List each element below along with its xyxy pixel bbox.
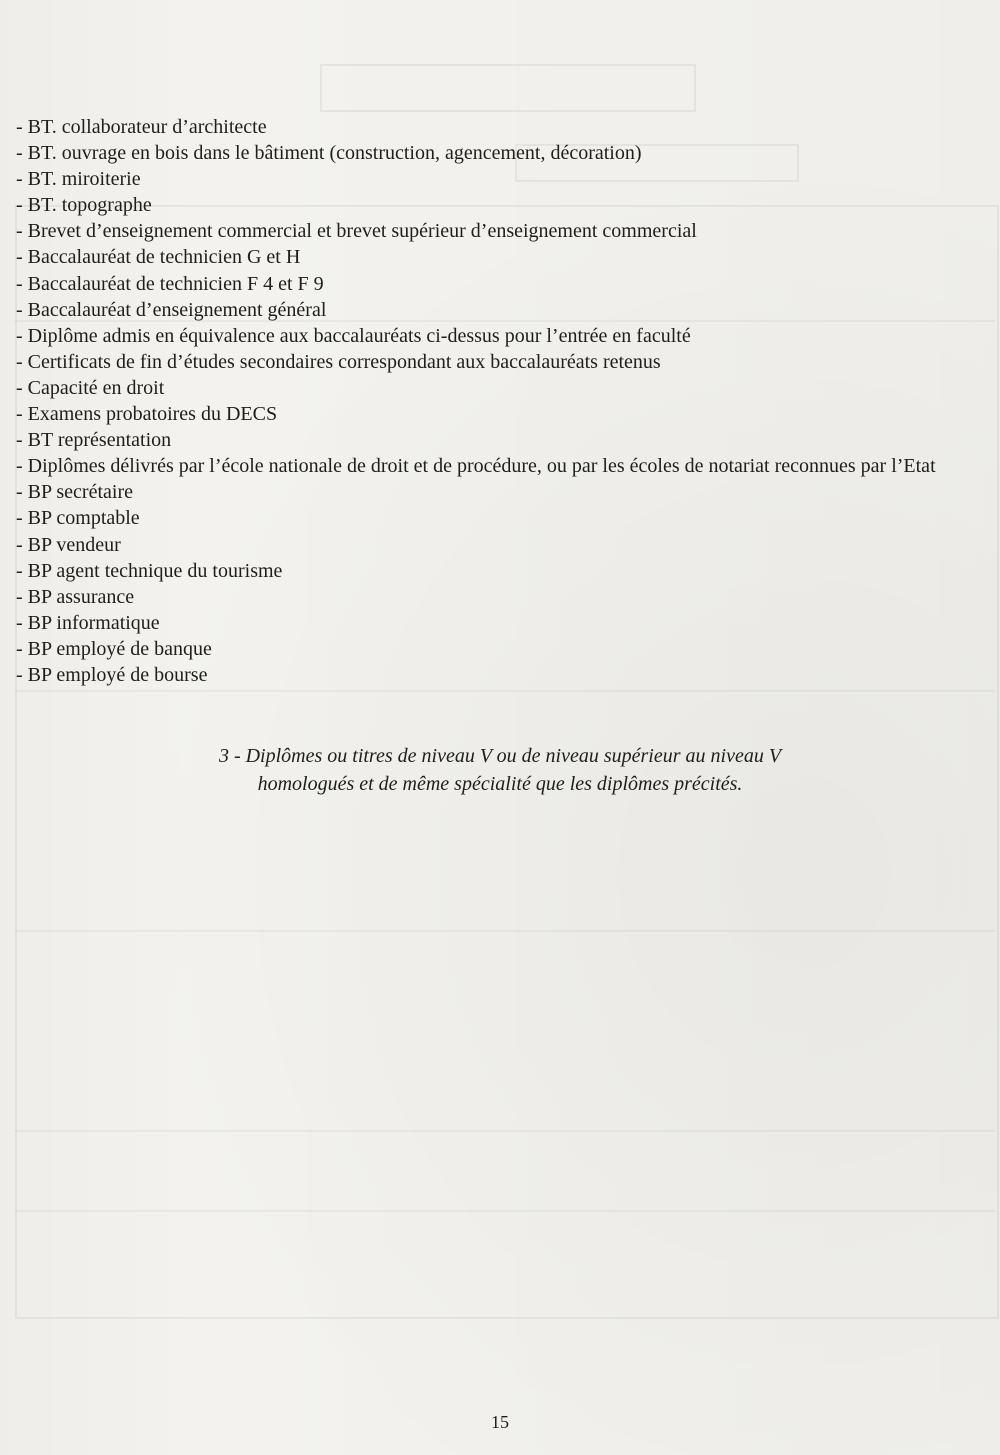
- list-item: - Brevet d’enseignement commercial et brevet supérieur d’enseignement commercial: [16, 220, 697, 243]
- bleed-through-rule: [15, 1130, 995, 1132]
- bleed-through-title-box: [320, 64, 696, 112]
- list-item: - BT. miroiterie: [16, 168, 141, 191]
- list-item: - BP assurance: [16, 585, 135, 608]
- list-item: - BP informatique: [16, 611, 160, 634]
- section-heading: [160, 742, 840, 798]
- bleed-through-rule: [15, 690, 995, 692]
- list-item: - BP comptable: [16, 507, 140, 530]
- list-item: - Certificats de fin d’études secondaires correspondant aux baccalauréats retenus: [16, 350, 661, 373]
- list-item: - Baccalauréat de technicien F 4 et F 9: [16, 272, 324, 295]
- list-item: - BT. collaborateur d’architecte: [16, 116, 267, 138]
- diploma-list: [16, 114, 976, 688]
- list-item: - BP agent technique du tourisme: [16, 559, 283, 582]
- list-item: - Diplôme admis en équivalence aux baccalauréats ci-dessus pour l’entrée en faculté: [16, 324, 691, 347]
- list-item: - BP secrétaire: [16, 481, 133, 504]
- list-item: - BT. topographe: [16, 194, 152, 217]
- list-item: - Examens probatoires du DECS: [16, 403, 278, 426]
- list-item: - BP employé de bourse: [16, 663, 208, 686]
- list-item: - Diplômes délivrés par l’école nationale de droit et de procédure, ou par les écoles de notariat reconnues par l’Etat: [16, 455, 936, 478]
- page-number: 15: [491, 1412, 509, 1432]
- list-item: - BP vendeur: [16, 533, 121, 556]
- list-item: - Capacité en droit: [16, 376, 165, 399]
- bleed-through-rule: [15, 930, 995, 932]
- list-item: - Baccalauréat d’enseignement général: [16, 298, 327, 321]
- section-heading-line: homologués et de même spécialité que les diplômes précités.: [257, 773, 743, 795]
- section-heading-line: 3 - Diplômes ou titres de niveau V ou de niveau supérieur au niveau V: [218, 745, 782, 767]
- bleed-through-rule: [15, 1210, 995, 1212]
- list-item: - Baccalauréat de technicien G et H: [16, 246, 301, 269]
- list-item: - BT. ouvrage en bois dans le bâtiment (construction, agencement, décoration): [16, 142, 642, 165]
- list-item: - BT représentation: [16, 429, 172, 452]
- list-item: - BP employé de banque: [16, 637, 212, 660]
